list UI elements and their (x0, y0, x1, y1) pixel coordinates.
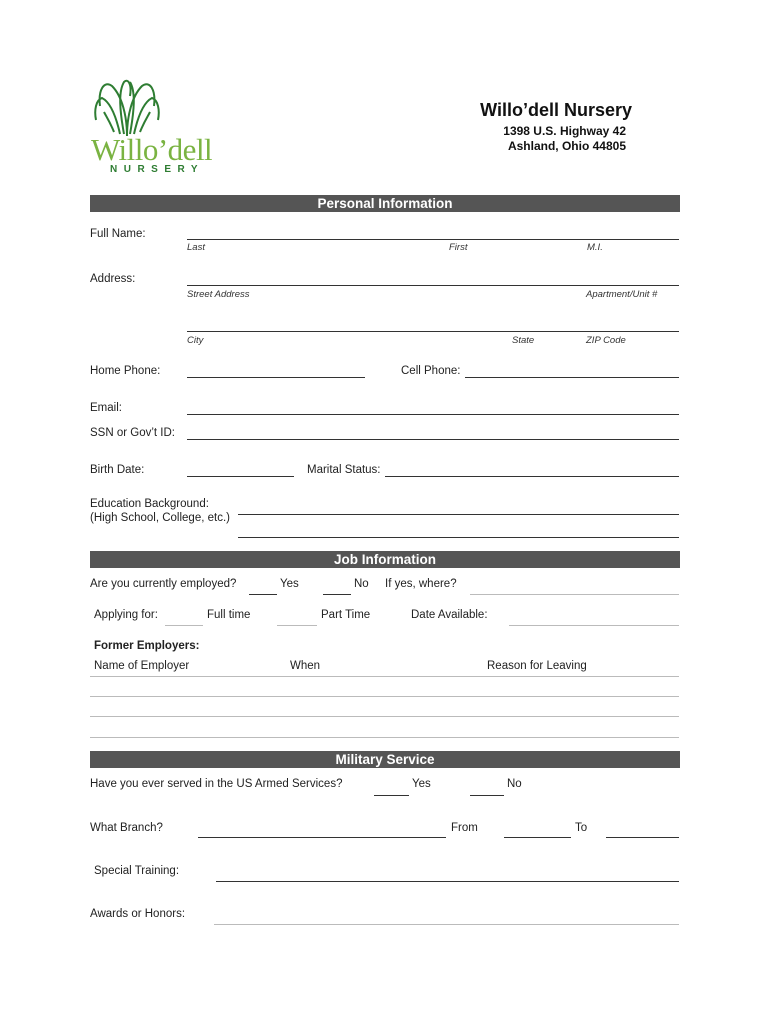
served-no-field[interactable] (470, 795, 504, 796)
employed-yes-field[interactable] (249, 594, 277, 595)
first-name-caption: First (449, 242, 468, 253)
middle-initial-caption: M.I. (587, 242, 603, 253)
ssn-field[interactable] (187, 439, 679, 440)
education-field-1[interactable] (238, 514, 679, 515)
street-address-field[interactable] (187, 285, 679, 286)
marital-status-label: Marital Status: (307, 464, 381, 476)
birth-date-label: Birth Date: (90, 464, 145, 476)
former-employer-row-4[interactable] (90, 737, 679, 738)
company-name: Willo’dell Nursery (480, 100, 632, 120)
former-employer-row-1[interactable] (90, 676, 679, 677)
served-yes-field[interactable] (374, 795, 409, 796)
address-label: Address: (90, 273, 136, 285)
city-caption: City (187, 335, 204, 346)
column-when: When (290, 660, 321, 672)
branch-label: What Branch? (90, 822, 163, 834)
full-time-label: Full time (207, 609, 251, 621)
city-state-zip-field[interactable] (187, 331, 679, 332)
column-reason-leaving: Reason for Leaving (487, 660, 587, 672)
branch-field[interactable] (198, 837, 446, 838)
part-time-label: Part Time (321, 609, 371, 621)
education-label: Education Background: (90, 498, 209, 510)
full-time-field[interactable] (165, 625, 203, 626)
served-no-label: No (507, 778, 522, 790)
column-employer-name: Name of Employer (94, 660, 190, 672)
former-employer-row-2[interactable] (90, 696, 679, 697)
apartment-caption: Apartment/Unit # (586, 289, 658, 300)
education-sublabel: (High School, College, etc.) (90, 512, 230, 524)
awards-field[interactable] (214, 924, 679, 925)
logo-subtitle: NURSERY (110, 164, 205, 175)
date-available-label: Date Available: (411, 609, 488, 621)
served-yes-label: Yes (412, 778, 431, 790)
section-header-job: Job Information (90, 551, 680, 568)
state-caption: State (512, 335, 535, 346)
email-label: Email: (90, 402, 122, 414)
date-available-field[interactable] (509, 625, 679, 626)
employed-question: Are you currently employed? (90, 578, 237, 590)
to-label: To (575, 822, 588, 834)
section-header-military: Military Service (90, 751, 680, 768)
last-name-caption: Last (187, 242, 205, 253)
birth-date-field[interactable] (187, 476, 294, 477)
former-employer-row-3[interactable] (90, 716, 679, 717)
employer-where-field[interactable] (470, 594, 679, 595)
employed-no-label: No (354, 578, 369, 590)
from-label: From (451, 822, 478, 834)
special-training-label: Special Training: (94, 865, 180, 877)
section-header-personal: Personal Information (90, 195, 680, 212)
full-name-label: Full Name: (90, 228, 146, 240)
nursery-logo-tree-icon (92, 76, 162, 138)
employed-yes-label: Yes (280, 578, 299, 590)
ssn-label: SSN or Gov’t ID: (90, 427, 175, 439)
zip-caption: ZIP Code (586, 335, 626, 346)
from-field[interactable] (504, 837, 571, 838)
email-field[interactable] (187, 414, 679, 415)
special-training-field[interactable] (216, 881, 679, 882)
company-address-line1: 1398 U.S. Highway 42 (503, 124, 626, 138)
home-phone-field[interactable] (187, 377, 365, 378)
company-address-line2: Ashland, Ohio 44805 (507, 139, 626, 153)
applying-for-label: Applying for: (94, 609, 158, 621)
to-field[interactable] (606, 837, 679, 838)
logo-wordmark: Willo’dell (91, 132, 213, 167)
cell-phone-label: Cell Phone: (401, 365, 461, 377)
street-address-caption: Street Address (187, 289, 250, 300)
home-phone-label: Home Phone: (90, 365, 161, 377)
part-time-field[interactable] (277, 625, 317, 626)
education-field-2[interactable] (238, 537, 679, 538)
full-name-field[interactable] (187, 239, 679, 240)
served-question: Have you ever served in the US Armed Services? (90, 778, 343, 790)
if-yes-where-label: If yes, where? (385, 578, 457, 590)
awards-label: Awards or Honors: (90, 908, 186, 920)
former-employers-heading: Former Employers: (94, 640, 200, 652)
marital-status-field[interactable] (385, 476, 679, 477)
employed-no-field[interactable] (323, 594, 351, 595)
cell-phone-field[interactable] (465, 377, 679, 378)
